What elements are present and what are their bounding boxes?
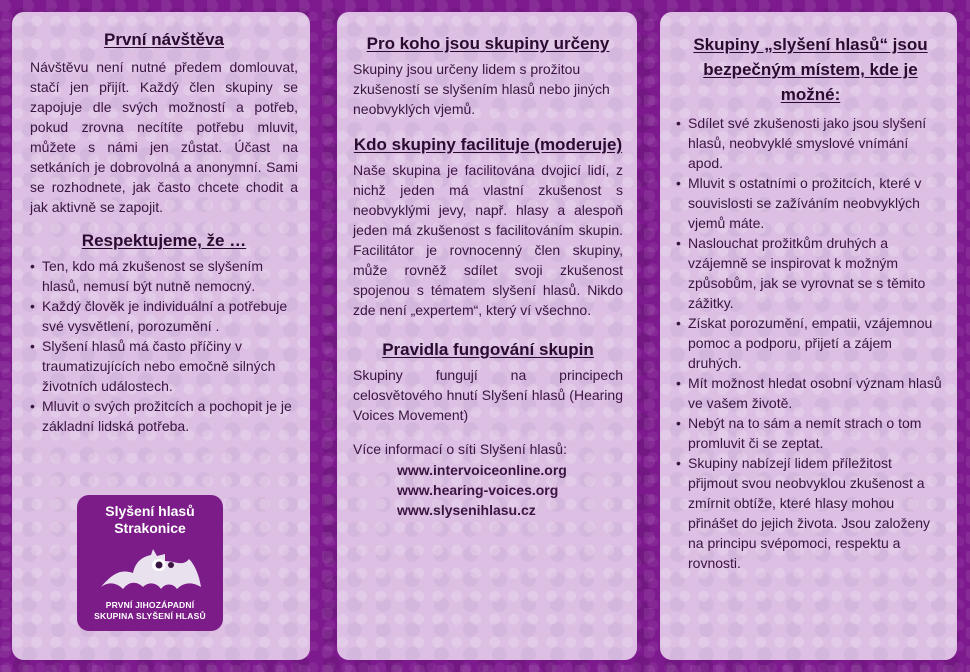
middle-panel: [337, 12, 637, 660]
logo-subtitle-line1: PRVNÍ JIHOZÁPADNÍ: [105, 600, 195, 610]
link-intervoice[interactable]: www.intervoiceonline.org: [397, 462, 567, 478]
list-item: • Ten, kdo má zkušenost se slyšením hlasů, nemusí být nutně nemocný.: [30, 256, 298, 296]
list-item: • Nebýt na to sám a nemít strach o tom promluvit či se zeptat.: [676, 413, 945, 453]
list-item: • Mluvit s ostatními o prožitcích, které v souvislosti se zažíváním neobvyklých vjemů máte.: [676, 173, 945, 233]
logo-title: [77, 503, 223, 537]
audience-text: Skupiny jsou určeny lidem s prožitou zkušeností se slyšením hlasů nebo jiných neobvyklých vjemů.: [353, 61, 610, 117]
first-visit-heading: První návštěva: [103, 30, 224, 49]
rules-section: [353, 338, 623, 425]
list-item: • Získat porozumění, empatii, vzájemnou pomoc a podporu, přijetí a zájem druhých.: [676, 313, 945, 373]
audience-heading: Pro koho jsou skupiny určeny: [366, 34, 610, 53]
rules-heading: Pravidla fungování skupin: [382, 340, 594, 359]
list-item: • Mluvit o svých prožitcích a pochopit je je základní lidská potřeba.: [30, 396, 298, 436]
list-item: • Naslouchat prožitkům druhých a vzájemně se inspirovat k možným způsobům, jak se vyrovnat se s těmito zážitky.: [676, 233, 945, 313]
first-visit-text: Návštěvu není nutné předem domlouvat, stačí jen přijít. Každý člen skupiny se zapojuje dle svých možností a potřeb, pokud zrovna necítíte potřebu mluvit, můžete s námi jen zůstat. Účast na setkáních je dobrovolná a anonymní. Sami se rozhodnete, jak často chcete chodit a jak aktivně se zapojit.: [30, 59, 298, 215]
more-info-text: Více informací o síti Slyšení hlasů:: [353, 441, 567, 457]
logo-title-line2: Strakonice: [114, 520, 186, 536]
group-logo: [77, 495, 223, 631]
audience-section: [353, 32, 623, 119]
facilitation-text: Naše skupina je facilitována dvojicí lidí, z nichž jeden má vlastní zkušenost s neobvyklými jevy, např. hlasy a alespoň jeden má zkušenost s facilitováním skupin. Facilitátor je rovnocenný člen skupiny, může rovněž sdílet svoji zkušenost spojenou s tématem slyšení hlasů. Nikdo zde není „expertem“, který ví všechno.: [353, 162, 623, 318]
bat-icon: [99, 547, 203, 595]
right-panel: [660, 12, 957, 660]
link-slysenihlasu[interactable]: www.slysenihlasu.cz: [397, 502, 536, 518]
safe-place-heading: Skupiny „slyšení hlasů“ jsou bezpečným místem, kde je možné:: [693, 35, 928, 104]
list-item: • Skupiny nabízejí lidem příležitost přijmout svou neobvyklou zkušenost a zmírnit obtíže, které hlasy mohou přinášet do jejich života. Jsou založeny na principu svépomoci, respektu a rovnosti.: [676, 453, 945, 573]
respect-list: [30, 256, 298, 436]
link-hearing-voices[interactable]: www.hearing-voices.org: [397, 482, 559, 498]
logo-subtitle: [77, 600, 223, 622]
facilitation-heading: Kdo skupiny facilituje (moderuje): [353, 135, 623, 154]
list-item: • Sdílet své zkušenosti jako jsou slyšení hlasů, neobvyklé smyslové vnímání apod.: [676, 113, 945, 173]
links-list: [353, 460, 623, 520]
rules-text: Skupiny fungují na principech celosvětového hnutí Slyšení hlasů (Hearing Voices Movement): [353, 367, 623, 423]
safe-place-list: [676, 113, 945, 573]
logo-title-line1: Slyšení hlasů: [105, 503, 195, 519]
facilitation-section: [353, 133, 623, 320]
respect-section: [30, 229, 298, 436]
list-item: • Mít možnost hledat osobní význam hlasů ve vašem životě.: [676, 373, 945, 413]
list-item: • Slyšení hlasů má často příčiny v traumatizujících nebo emočně silných životních událostech.: [30, 336, 298, 396]
list-item: • Každý člověk je individuální a potřebuje své vysvětlení, porozumění .: [30, 296, 298, 336]
logo-subtitle-line2: SKUPINA SLYŠENÍ HLASŮ: [94, 611, 206, 621]
respect-heading: Respektujeme, že …: [81, 231, 247, 250]
